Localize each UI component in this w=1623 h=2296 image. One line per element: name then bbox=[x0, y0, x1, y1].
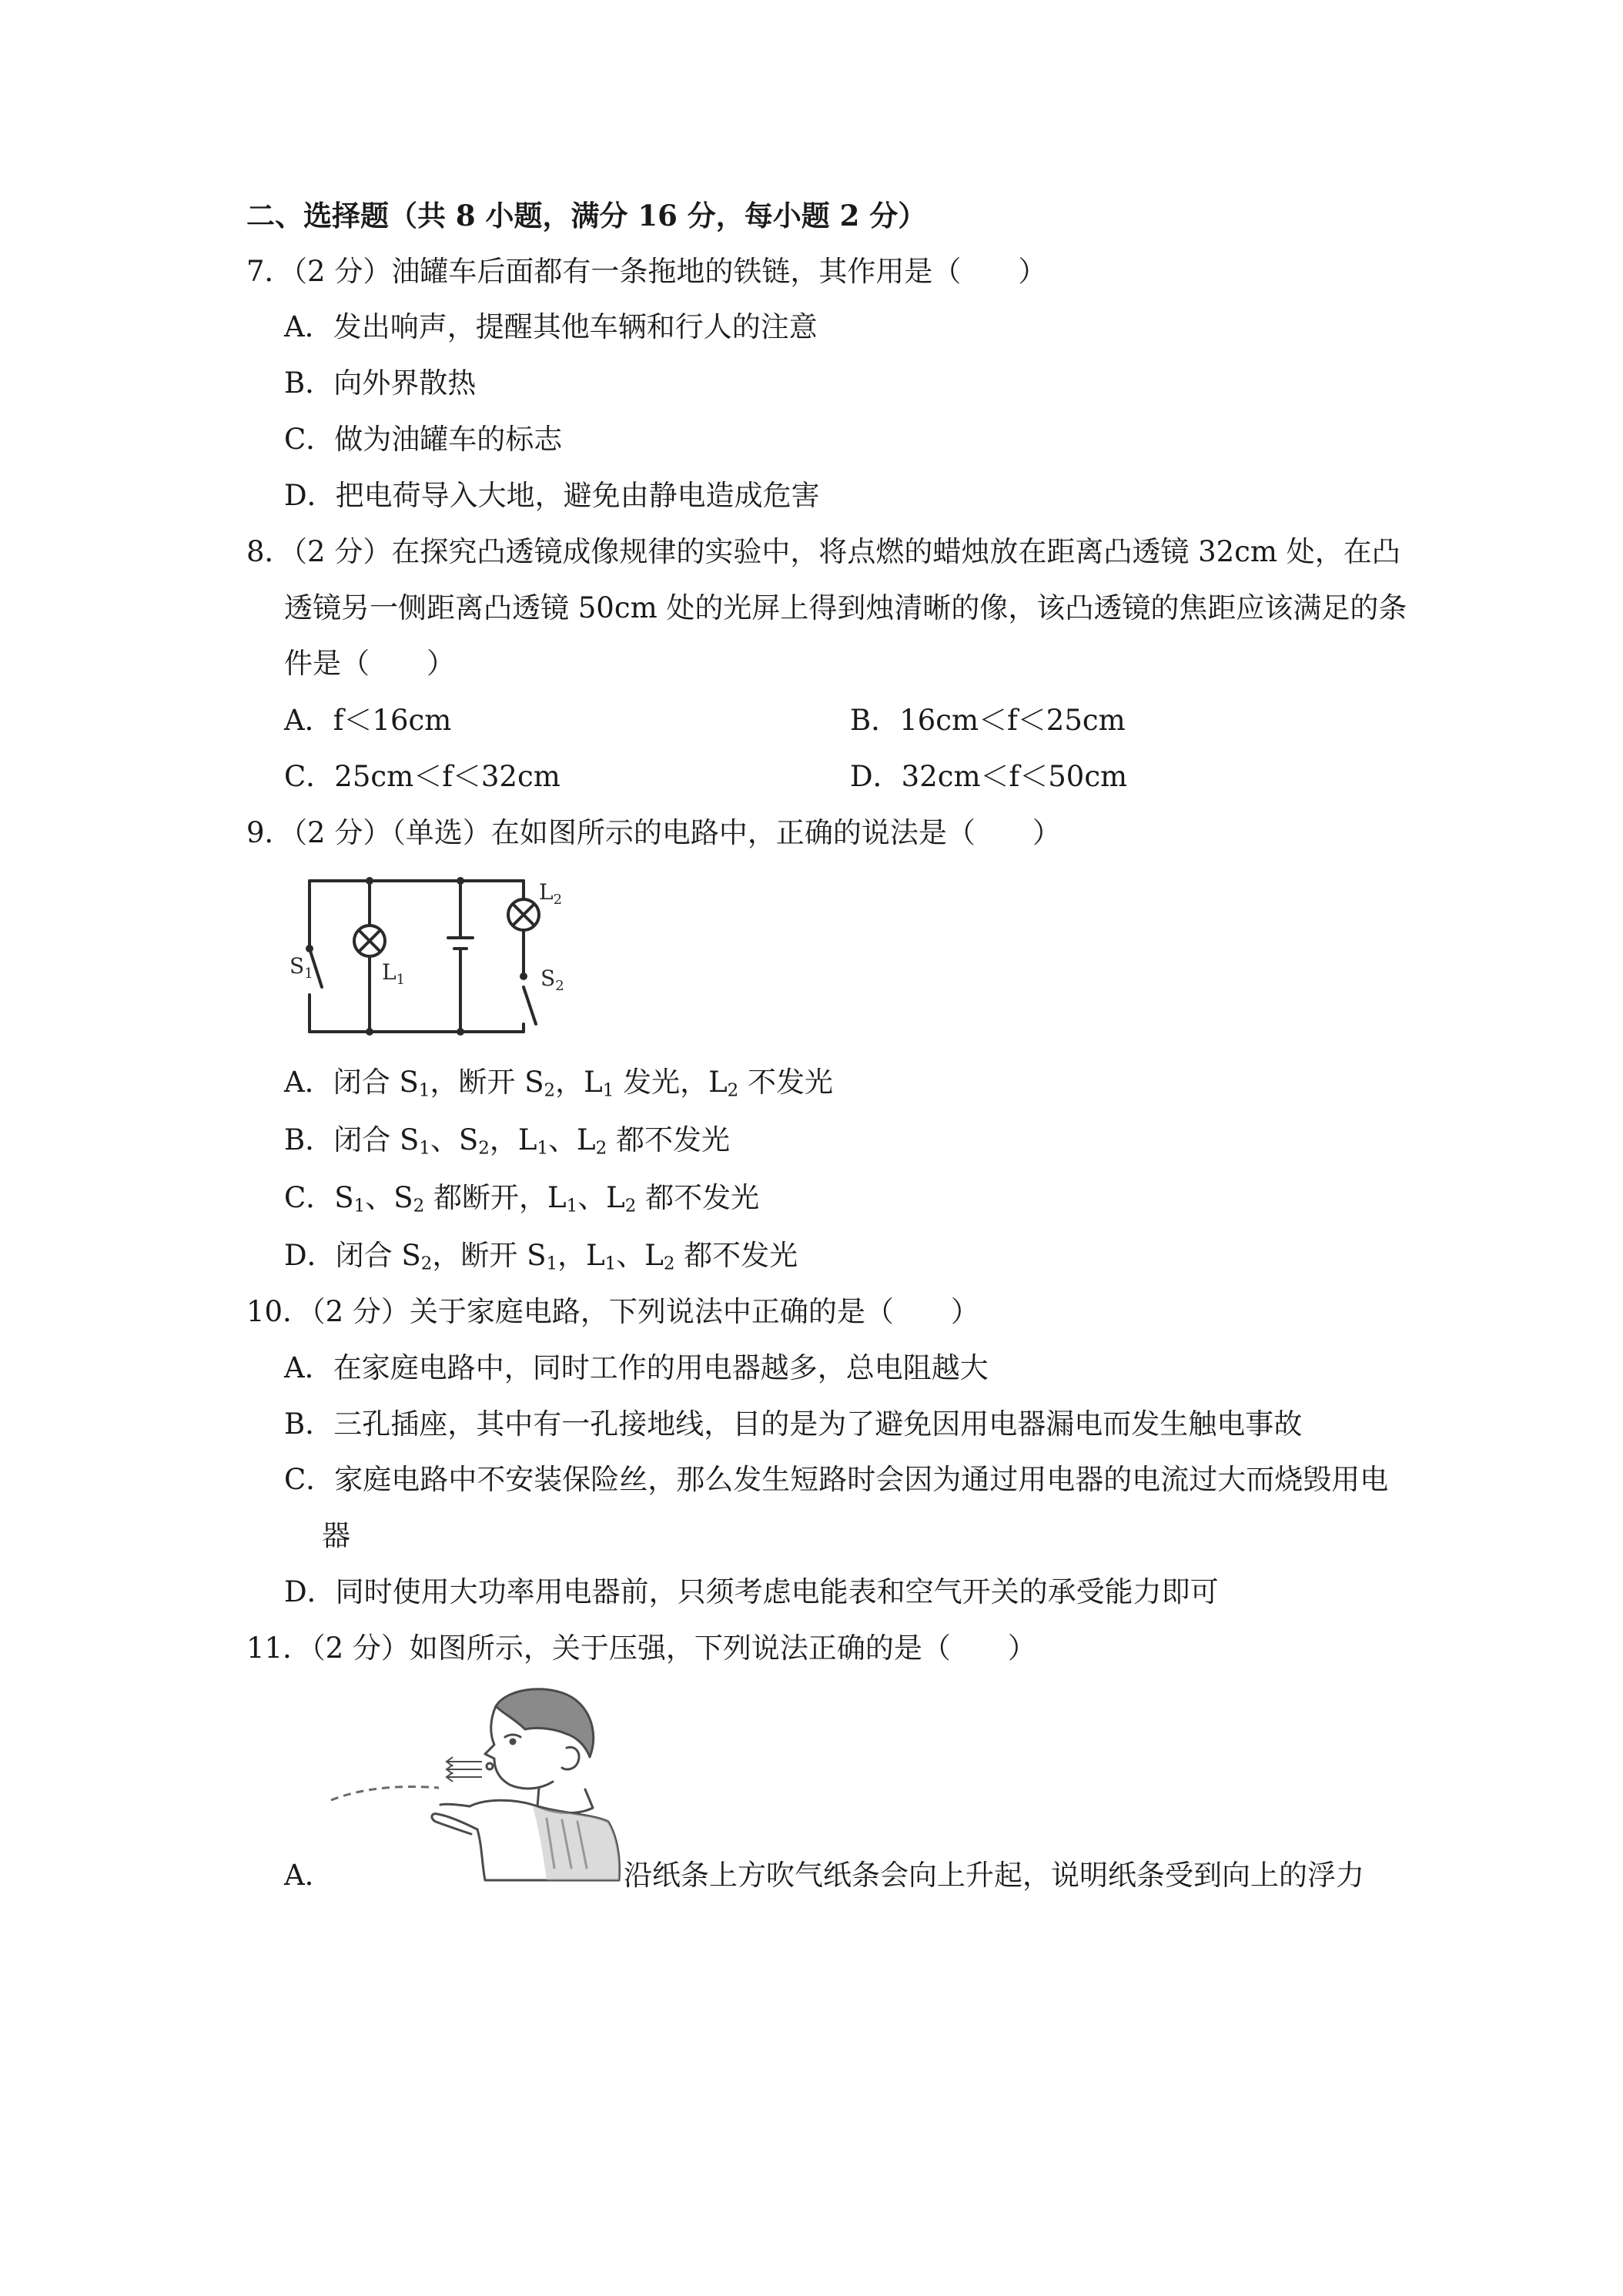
q10-stem: 10．（2 分）关于家庭电路，下列说法中正确的是（ ） bbox=[246, 1295, 979, 1328]
section-heading: 二、选择题（共 8 小题，满分 16 分，每小题 2 分） bbox=[246, 199, 927, 233]
q8-option-d: D．32cm＜f＜50cm bbox=[850, 760, 1128, 793]
q10-option-d: D．同时使用大功率用电器前，只须考虑电能表和空气开关的承受能力即可 bbox=[284, 1575, 1219, 1608]
q11-stem: 11．（2 分）如图所示，关于压强，下列说法正确的是（ ） bbox=[246, 1632, 1036, 1665]
q10-option-c-line1: C．家庭电路中不安装保险丝，那么发生短路时会因为通过用电器的电流过大而烧毁用电 bbox=[284, 1463, 1389, 1496]
label-l1: $L_1$ bbox=[382, 959, 406, 988]
q9-stem: 9．（2 分）（单选）在如图所示的电路中，正确的说法是（ ） bbox=[246, 816, 1061, 849]
q7-option-c: C．做为油罐车的标志 bbox=[284, 423, 563, 456]
q10-option-a: A．在家庭电路中，同时工作的用电器越多，总电阻越大 bbox=[284, 1351, 989, 1384]
q9-option-c: C．$S_1$、$S_2$ 都断开，$L_1$、$L_2$ 都不发光 bbox=[284, 1181, 760, 1217]
label-s1: $S_1$ bbox=[289, 953, 313, 982]
q10-option-c-line2: 器 bbox=[322, 1519, 350, 1552]
q7-stem: 7．（2 分）油罐车后面都有一条拖地的铁链，其作用是（ ） bbox=[246, 255, 1047, 288]
q10-option-b: B．三孔插座，其中有一孔接地线，目的是为了避免因用电器漏电而发生触电事故 bbox=[284, 1407, 1303, 1441]
q9-option-b: B．闭合 $S_1$、$S_2$，$L_1$、$L_2$ 都不发光 bbox=[284, 1123, 730, 1159]
circuit-diagram bbox=[291, 872, 584, 1041]
boy-blowing-paper-illustration bbox=[331, 1683, 624, 1883]
q11-option-a-text: 沿纸条上方吹气纸条会向上升起，说明纸条受到向上的浮力 bbox=[624, 1859, 1364, 1892]
label-s2: $S_2$ bbox=[540, 966, 564, 994]
q8-stem-line2: 透镜另一侧距离凸透镜 50cm 处的光屏上得到烛清晰的像，该凸透镜的焦距应该满足的条 bbox=[284, 591, 1407, 624]
q8-option-b: B．16cm＜f＜25cm bbox=[850, 704, 1126, 737]
q8-option-a: A．f＜16cm bbox=[284, 704, 452, 737]
q8-option-c: C．25cm＜f＜32cm bbox=[284, 760, 561, 793]
q9-option-a: A．闭合 $S_1$，断开 $S_2$，$L_1$ 发光，$L_2$ 不发光 bbox=[284, 1066, 834, 1101]
q7-option-d: D．把电荷导入大地，避免由静电造成危害 bbox=[284, 479, 820, 512]
q11-option-a-label: A． bbox=[284, 1859, 333, 1892]
q9-option-d: D．闭合 $S_2$，断开 $S_1$，$L_1$、$L_2$ 都不发光 bbox=[284, 1239, 798, 1274]
q8-stem-line1: 8．（2 分）在探究凸透镜成像规律的实验中，将点燃的蜡烛放在距离凸透镜 32cm 处，在凸 bbox=[246, 535, 1400, 568]
q8-stem-line3: 件是（ ） bbox=[284, 647, 455, 680]
q7-option-a: A．发出响声，提醒其他车辆和行人的注意 bbox=[284, 310, 818, 343]
label-l2: $L_2$ bbox=[539, 879, 563, 908]
q7-option-b: B．向外界散热 bbox=[284, 366, 477, 400]
